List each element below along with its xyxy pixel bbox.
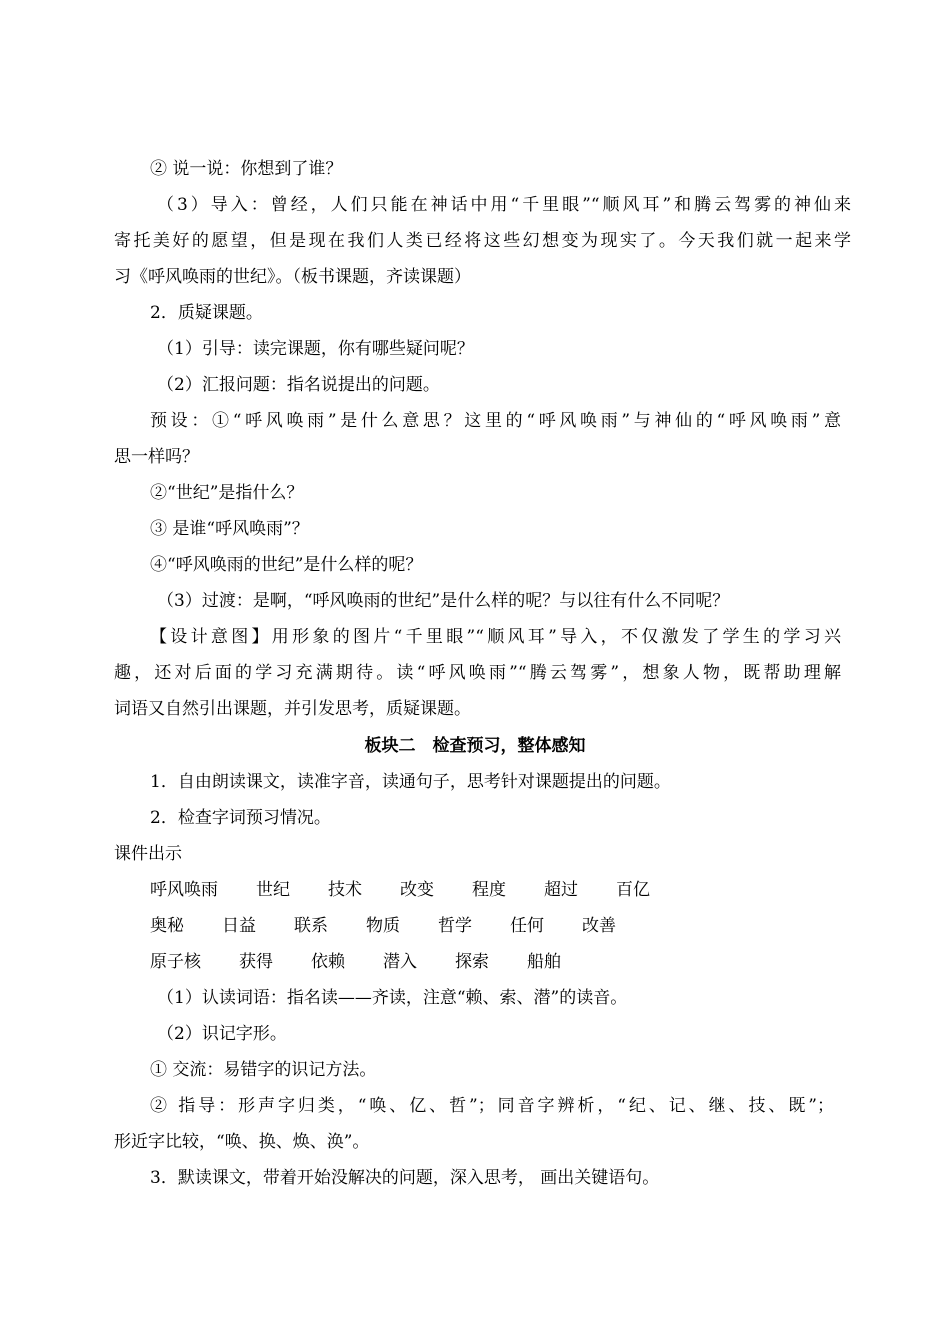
- text-line: （1）引导：读完课题，你有哪些疑问呢？: [157, 339, 474, 359]
- text-line: ① 交流：易错字的识记方法。: [150, 1060, 377, 1080]
- word-row: [150, 879, 688, 901]
- word-row: [150, 915, 654, 937]
- vocab-word: 世纪: [256, 880, 290, 900]
- text-line: 2．质疑课题。: [150, 303, 263, 323]
- vocab-word: 原子核: [150, 952, 201, 972]
- text-line: 【设计意图】用形象的图片“千里眼”“顺风耳”导入，不仅激发了学生的学习兴: [150, 627, 841, 647]
- vocab-word: 潜入: [383, 952, 417, 972]
- vocab-word: 技术: [328, 880, 362, 900]
- text-line: 习《呼风唤雨的世纪》。（板书课题，齐读课题）: [114, 267, 471, 287]
- vocab-word: 获得: [239, 952, 273, 972]
- section-heading: 板块二 检查预习，整体感知: [364, 736, 586, 756]
- text-line: ② 说一说：你想到了谁？: [150, 159, 343, 179]
- text-line: 趣，还对后面的学习充满期待。读“呼风唤雨”“腾云驾雾”，想象人物，既帮助理解: [114, 663, 841, 683]
- vocab-word: 超过: [544, 880, 578, 900]
- text-line: ② 指导：形声字归类，“唤、亿、哲”；同音字辨析，“纪、记、继、技、既”；: [150, 1096, 834, 1116]
- text-line: 2．检查字词预习情况。: [150, 808, 331, 828]
- vocab-word: 物质: [366, 916, 400, 936]
- text-line: 预设：①“呼风唤雨”是什么意思？这里的“呼风唤雨”与神仙的“呼风唤雨”意: [150, 411, 841, 431]
- vocab-word: 改善: [582, 916, 616, 936]
- text-line: ②“世纪”是指什么？: [150, 483, 304, 503]
- text-line: 思一样吗？: [114, 447, 199, 467]
- vocab-word: 日益: [222, 916, 256, 936]
- vocab-word: 哲学: [438, 916, 472, 936]
- text-line: （2）识记字形。: [157, 1024, 287, 1044]
- vocab-word: 百亿: [616, 880, 650, 900]
- text-line: 1．自由朗读课文，读准字音，读通句子，思考针对课题提出的问题。: [150, 772, 671, 792]
- vocab-word: 呼风唤雨: [150, 880, 218, 900]
- vocab-word: 奥秘: [150, 916, 184, 936]
- text-line: ④“呼风唤雨的世纪”是什么样的呢？: [150, 555, 423, 575]
- text-line: ③ 是谁“呼风唤雨”？: [150, 519, 309, 539]
- text-line: （1）认读词语：指名读——齐读，注意“赖、索、潜”的读音。: [157, 988, 628, 1008]
- vocab-word: 程度: [472, 880, 506, 900]
- vocab-word: 探索: [455, 952, 489, 972]
- text-line: （3）过渡：是啊，“呼风唤雨的世纪”是什么样的呢？与以往有什么不同呢？: [157, 591, 730, 611]
- text-line: （2）汇报问题：指名说提出的问题。: [157, 375, 440, 395]
- text-line: 课件出示: [114, 844, 182, 864]
- vocab-word: 依赖: [311, 952, 345, 972]
- word-row: [150, 951, 599, 973]
- vocab-word: 联系: [294, 916, 328, 936]
- text-line: （3）导入：曾经，人们只能在神话中用“千里眼”“顺风耳”和腾云驾雾的神仙来: [157, 195, 851, 215]
- vocab-word: 改变: [400, 880, 434, 900]
- text-line: 寄托美好的愿望，但是现在我们人类已经将这些幻想变为现实了。今天我们就一起来学: [114, 231, 851, 251]
- vocab-word: 船舶: [527, 952, 561, 972]
- vocab-word: 任何: [510, 916, 544, 936]
- text-line: 形近字比较，“唤、换、焕、涣”。: [114, 1132, 370, 1152]
- text-line: 3．默读课文，带着开始没解决的问题，深入思考， 画出关键语句。: [150, 1168, 660, 1188]
- text-line: 词语又自然引出课题，并引发思考，质疑课题。: [114, 699, 471, 719]
